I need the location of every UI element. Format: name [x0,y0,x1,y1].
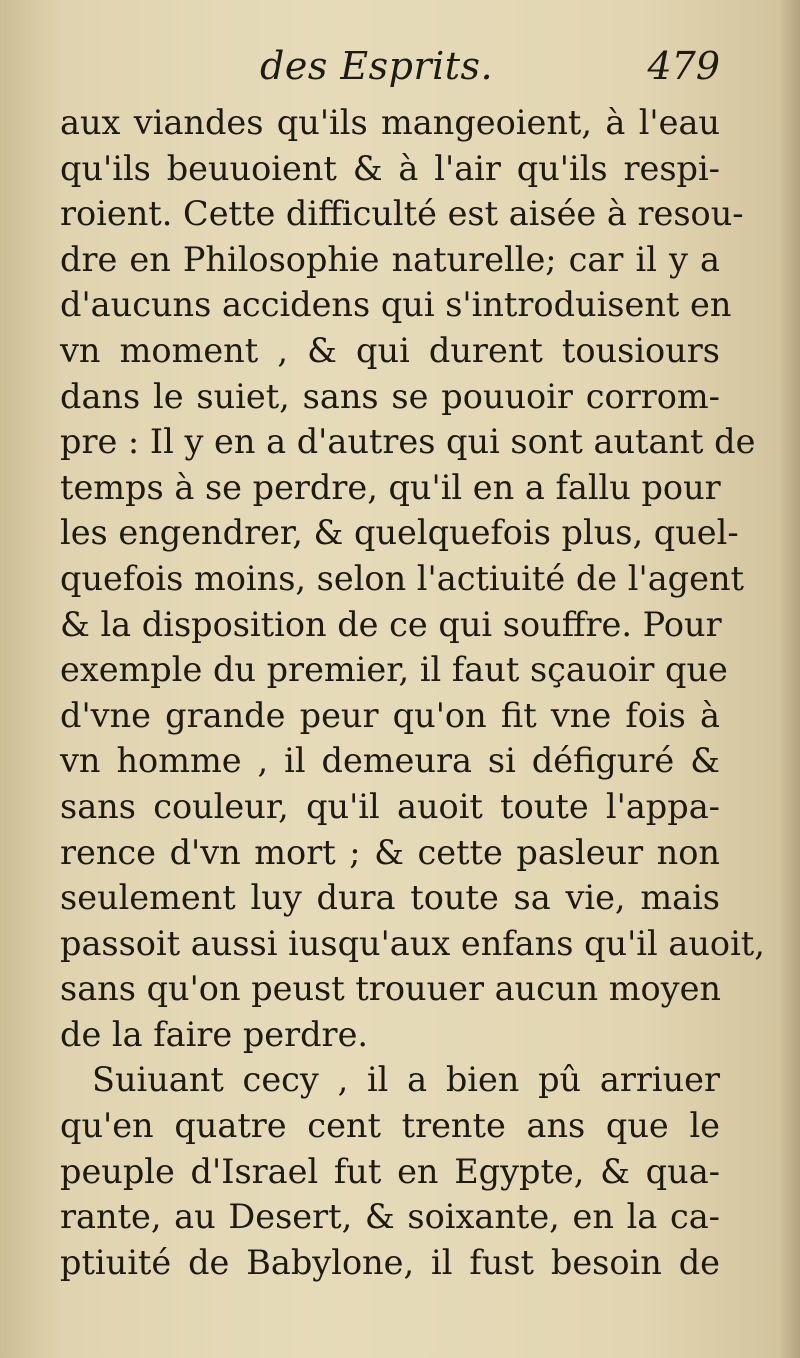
text-line: rence d'vn mort ; & cette pasleur non [60,832,720,872]
text-line: pre : Il y en a d'autres qui sont autant de [60,422,756,462]
page-header [60,44,720,100]
text-line: ptiuité de Babylone, il fust besoin de [60,1242,720,1282]
text-line: aux viandes qu'ils mangeoient, à l'eau [60,103,720,142]
page-number: 479 [647,44,720,88]
text-line: rante, au Desert, & soixante, en la ca- [60,1197,720,1237]
text-line: sans couleur, qu'il auoit toute l'appa- [60,786,720,826]
text-line: dans le suiet, sans se pouuoir corrom- [60,376,720,416]
text-line: peuple d'Israel fut en Egypte, & qua- [60,1151,720,1191]
text-line: sans qu'on peust trouuer aucun moyen [60,969,722,1009]
text-line: les engendrer, & quelquefois plus, quel- [60,513,739,553]
text-line: passoit aussi iusqu'aux enfans qu'il auoit, [60,923,765,963]
text-line: vn homme , il demeura si défiguré & [60,741,720,781]
text-line: vn moment , & qui durent tousiours [60,330,720,370]
body-text [60,100,765,1285]
text-line: exemple du premier, il faut sçauoir que [60,650,728,690]
paragraph-end-line: de la faire perdre. [60,1014,369,1054]
text-line: d'vne grande peur qu'on fit vne fois à [60,695,720,735]
text-line: quefois moins, selon l'actiuité de l'agent [60,558,744,598]
text-line: d'aucuns accidens qui s'introduisent en [60,285,732,325]
text-line: roient. Cette difficulté est aisée à resou- [60,194,744,234]
text-line: qu'ils beuuoient & à l'air qu'ils respi- [60,148,720,188]
text-line: dre en Philosophie naturelle; car il y a [60,239,720,279]
text-line: & la disposition de ce qui souffre. Pour [60,604,722,644]
text-line: temps à se perdre, qu'il en a fallu pour [60,467,721,507]
running-title: des Esprits. [260,44,494,88]
page-edge-shadow [778,0,800,1358]
text-line: seulement luy dura toute sa vie, mais [60,878,720,918]
paragraph-start-line: Suiuant cecy , il a bien pû arriuer [92,1060,720,1100]
text-line: qu'en quatre cent trente ans que le [60,1106,720,1146]
